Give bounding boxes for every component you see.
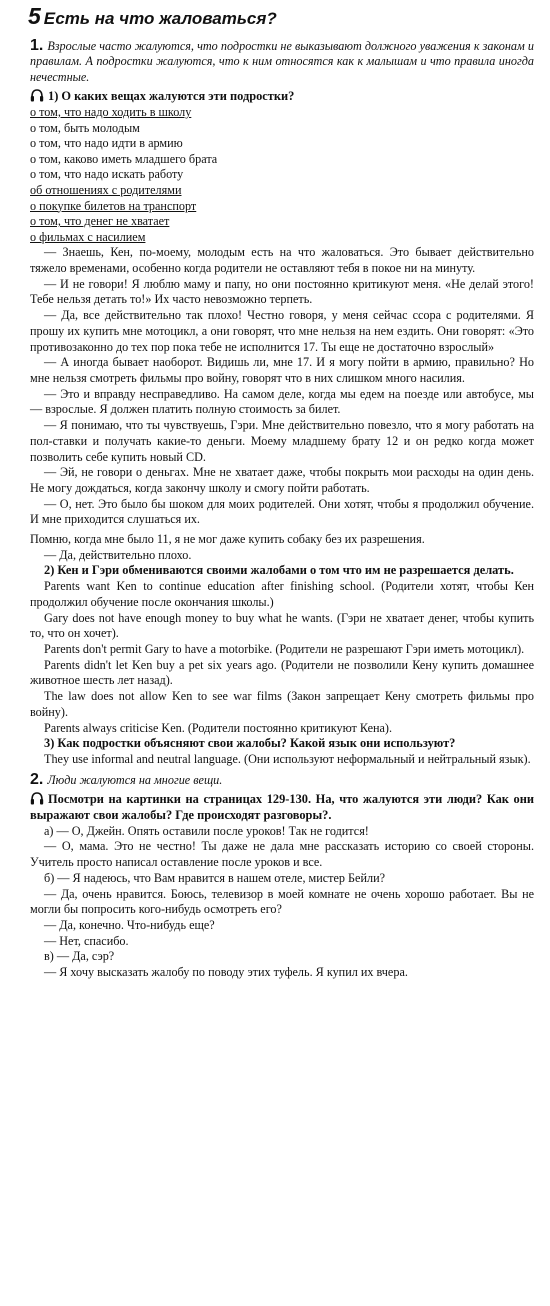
option-text: о том, каково иметь младшего брата: [30, 151, 218, 166]
task1-number: 1.: [30, 37, 44, 54]
task2-intro-paragraph: [30, 772, 534, 788]
section-number: 5: [28, 3, 41, 29]
section-heading: [28, 5, 534, 30]
option-item: [30, 121, 534, 137]
task1-question1: 1) О каких вещах жалуются эти подростки?: [48, 89, 295, 104]
option-item: [30, 183, 534, 199]
option-text: о том, что денег не хватает: [30, 214, 170, 229]
dialogue-tail: [30, 532, 534, 563]
section-title: Есть на что жаловаться?: [43, 9, 277, 28]
task2-intro: Люди жалуются на многие вещи.: [47, 772, 223, 787]
task2-line: б) — Я надеюсь, что Вам нравится в нашем отеле, мистер Бейли?: [44, 870, 385, 885]
task1-question2: 2) Кен и Гэри обмениваются своими жалобами о том что им не разрешается делать.: [44, 563, 514, 578]
task2-line: — Я хочу высказать жалобу по поводу этих туфель. Я купил их вчера.: [44, 965, 408, 980]
option-item: [30, 230, 534, 246]
answers2-list: [30, 579, 534, 736]
answer2-item: Gary does not have enough money to buy what he wants. (Гэри не хватает денег, чтобы купить то, что он хочет).: [30, 610, 534, 641]
dialogue-line: Помню, когда мне было 11, я не мог даже купить собаку без их разрешения.: [30, 532, 425, 547]
task2-line: — Да, конечно. Что-нибудь еще?: [44, 917, 215, 932]
task1-intro: Взрослые часто жалуются, что подростки не выказывают должного уважения к законам и правилам. А подростки жалуются, что к ним относятся как к малышам и что правила иногда нечестные.: [30, 39, 534, 84]
answer3: They use informal and neutral language. (Они используют неформальный и нейтральный язык).: [44, 752, 531, 767]
dialogue-line: — А иногда бывает наоборот. Видишь ли, мне 17. И я могу пойти в армию, правильно? Но мне нельзя смотреть фильмы про войну, говорят что в них слишком много насилия.: [30, 355, 534, 385]
answer2-item: Parents didn't let Ken buy a pet six years ago. (Родители не позволили Кену купить домашнее животное шесть лет назад).: [30, 657, 534, 688]
option-item: [30, 214, 534, 230]
task1-intro-paragraph: [30, 38, 534, 85]
task2-line: — О, мама. Это не честно! Ты даже не дала мне рассказать историю со своей стороны. Учитель просто написал оставление после уроков и все.: [30, 839, 534, 870]
option-item: [30, 167, 534, 183]
dialogue-line: — Да, действительно плохо.: [44, 547, 192, 562]
answer2-item: Parents always criticise Ken. (Родители постоянно критикуют Кена).: [44, 720, 393, 735]
task2-question: Посмотри на картинки на страницах 129-130. На, что жалуются эти люди? Как они выражают свои жалобы? Где происходят разговоры?.: [30, 792, 534, 822]
option-item: [30, 199, 534, 215]
options-list: [30, 105, 534, 245]
option-item: [30, 152, 534, 168]
dialogue: [30, 245, 534, 528]
option-text: о том, что надо ходить в школу: [30, 105, 192, 120]
option-text: о том, что надо идти в армию: [30, 136, 183, 151]
dialogue-line: — Да, все действительно так плохо! Честно говоря, у меня сейчас ссора с родителями. Я прошу их купить мне мотоцикл, а они говорят, что мне нельзя на нем ездить. Они говорят: «Это противозаконно до тех пор пока тебе не исполнится 17. Ты еще не достаточно взрослый»: [30, 308, 534, 354]
option-text: об отношениях с родителями: [30, 182, 182, 197]
task1-question1-line: [30, 89, 534, 105]
dialogue-line: — Это и вправду несправедливо. На самом деле, когда мы едем на поезде или автобусе, мы — взрослые. Я должен платить полную стоимость за билет.: [30, 386, 534, 417]
task2-line: а) — О, Джейн. Опять оставили после уроков! Так не годится!: [44, 823, 369, 838]
option-item: [30, 105, 534, 121]
task1-question3: 3) Как подростки объясняют свои жалобы? Какой язык они используют?: [44, 736, 456, 751]
task2-question-line: [30, 792, 534, 824]
answer2-item: The law does not allow Ken to see war films (Закон запрещает Кену смотреть фильмы про войну).: [30, 689, 534, 719]
headphones-icon: [30, 792, 44, 805]
dialogue-line: — О, нет. Это было бы шоком для моих родителей. Они хотят, чтобы я продолжил обучение. И мне приходится слушаться их.: [30, 496, 534, 527]
option-item: [30, 136, 534, 152]
answer2-item: Parents don't permit Gary to have a motorbike. (Родители не разрешают Гэри иметь мотоцикл).: [44, 642, 525, 657]
task2-number: 2.: [30, 770, 44, 788]
option-text: о том, что надо искать работу: [30, 167, 184, 182]
dialogue-line: — Я понимаю, что ты чувствуешь, Гэри. Мне действительно повезло, что я могу работать на пол-ставки и получать какие-то деньги. Моему младшему брату 12 и он редко когда может позволить себе купить новый CD.: [30, 418, 534, 464]
option-text: о фильмах с насилием: [30, 229, 146, 244]
dialogue-line: — Эй, не говори о деньгах. Мне не хватает даже, чтобы покрыть мои расходы на один день. Не могу дождаться, когда закончу школу и смогу пойти работать.: [30, 465, 534, 495]
dialogue-line: — Знаешь, Кен, по-моему, молодым есть на что жаловаться. Это бывает действительно тяжело временами, особенно когда родители не оставляют тебя в покое ни на минуту.: [30, 245, 534, 276]
option-text: о том, быть молодым: [30, 120, 140, 135]
option-text: о покупке билетов на транспорт: [30, 198, 197, 213]
task2-line: — Да, очень нравится. Боюсь, телевизор в моей комнате не очень хорошо работает. Вы не могли бы попросить кого-нибудь осмотреть его?: [30, 886, 534, 917]
task2-line: в) — Да, сэр?: [44, 949, 115, 964]
task2-lines: [30, 824, 534, 981]
dialogue-line: — И не говори! Я люблю маму и папу, но они постоянно критикуют меня. «Не делай этого! Тебе нельзя детать то!» Их часто невозможно терпеть.: [30, 276, 534, 307]
answer2-item: Parents want Ken to continue education after finishing school. (Родители хотят, чтобы Кен продолжил обучение после окончания школы.): [30, 579, 534, 609]
task2-line: — Нет, спасибо.: [44, 933, 129, 948]
headphones-icon: [30, 89, 44, 102]
